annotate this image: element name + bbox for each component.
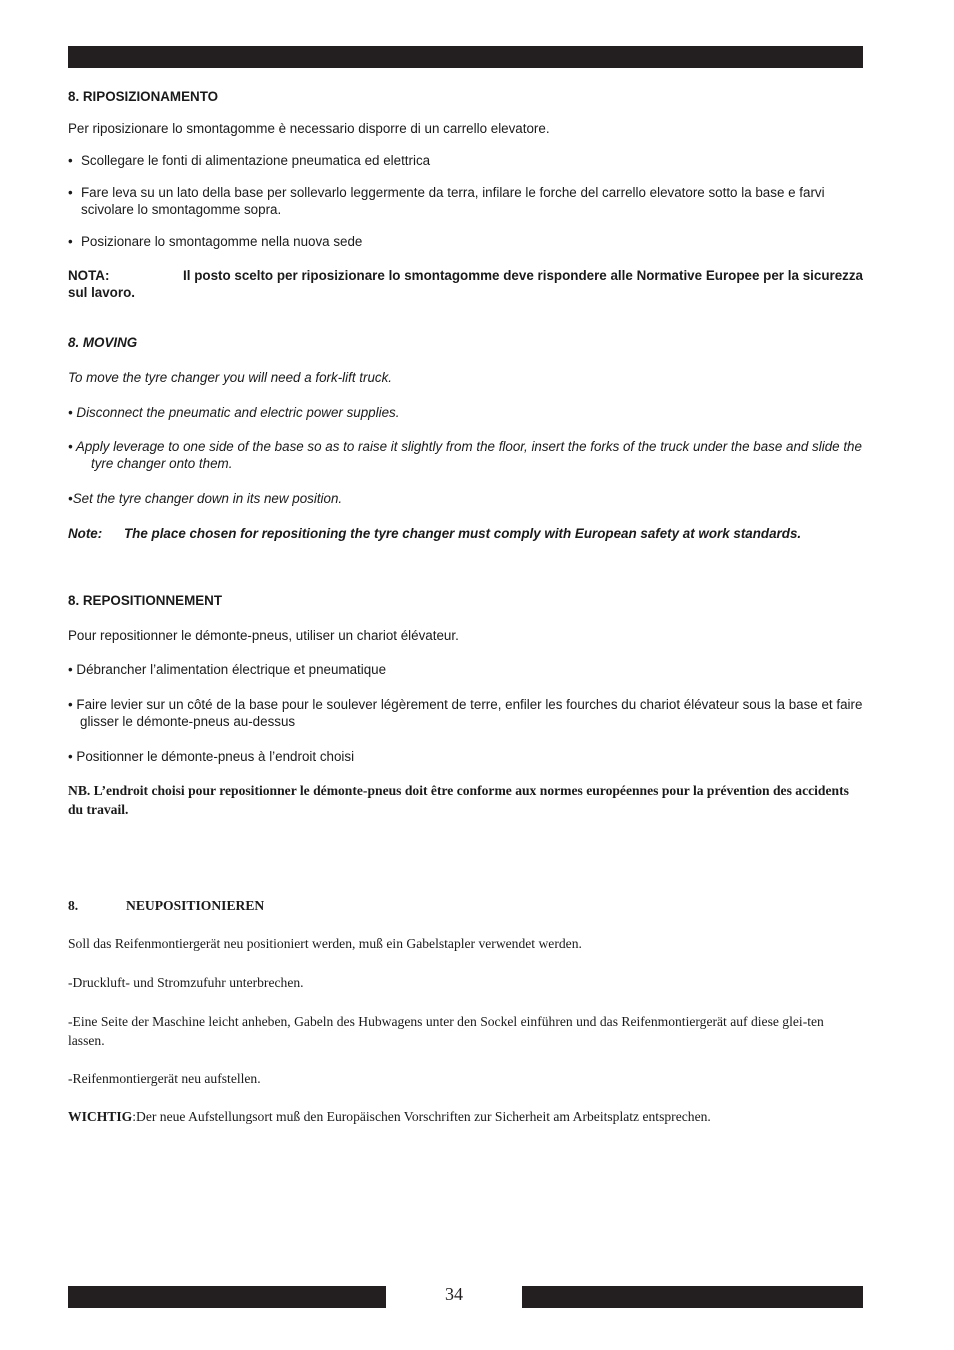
en-note-text: The place chosen for repositioning the tyre changer must comply with European safety at work standards.	[124, 526, 802, 541]
de-intro: Soll das Reifenmontiergerät neu positioniert werden, muß ein Gabelstapler verwendet werden.	[68, 936, 582, 951]
en-section-title: 8. MOVING	[68, 335, 138, 350]
bullet-icon: •	[68, 153, 73, 168]
en-note	[68, 525, 863, 542]
en-note-label: Note:	[68, 526, 103, 541]
header-bar	[68, 46, 863, 68]
fr-bullet-2: • Faire levier sur un côté de la base pour le soulever légèrement de terre, enfiler les fourches du chariot élévateur sous la base et faire glisser le démonte-pneus au-dessus	[68, 697, 863, 729]
fr-bullet-3: • Positionner le démonte-pneus à l’endroit choisi	[68, 749, 355, 764]
en-intro: To move the tyre changer you will need a fork-lift truck.	[68, 370, 393, 385]
de-item-3: -Reifenmontiergerät neu aufstellen.	[68, 1071, 261, 1086]
bullet-icon: •	[68, 185, 73, 200]
fr-section-title: 8. REPOSITIONNEMENT	[68, 593, 223, 608]
en-bullet-2: • Apply leverage to one side of the base so as to raise it slightly from the floor, insert the forks of the truck under the base and slide the tyre changer onto them.	[68, 439, 862, 471]
bullet-icon: •	[68, 234, 73, 249]
it-note	[68, 267, 863, 301]
de-note	[68, 1107, 863, 1126]
it-section-title: 8. RIPOSIZIONAMENTO	[68, 89, 219, 104]
de-note-label: WICHTIG	[68, 1109, 133, 1124]
en-bullet-3: •Set the tyre changer down in its new position.	[68, 491, 343, 506]
it-bullet-2-text: Fare leva su un lato della base per sollevarlo leggermente da terra, infilare le forche del carrello elevatore sotto la base e farvi scivolare lo smontagomme sopra.	[81, 185, 825, 217]
it-note-label: NOTA:	[68, 268, 110, 283]
de-title-number: 8.	[68, 898, 79, 913]
fr-intro: Pour repositionner le démonte-pneus, utiliser un chariot élévateur.	[68, 628, 459, 643]
de-title-text: NEUPOSITIONIEREN	[126, 898, 265, 913]
it-bullet-1-text: Scollegare le fonti di alimentazione pneumatica ed elettrica	[81, 153, 431, 168]
page-number: 34	[445, 1284, 463, 1304]
it-bullet-1	[68, 152, 863, 169]
de-section-title	[68, 896, 863, 915]
de-item-1: -Druckluft- und Stromzufuhr unterbrechen.	[68, 975, 304, 990]
it-intro: Per riposizionare lo smontagomme è necessario disporre di un carrello elevatore.	[68, 121, 550, 136]
fr-note: NB. L’endroit choisi pour repositionner le démonte-pneus doit être conforme aux normes européennes pour la prévention des accidents du travail.	[68, 783, 849, 817]
it-bullet-3	[68, 233, 863, 250]
footer-bar-left	[68, 1286, 386, 1308]
it-bullet-2	[68, 184, 863, 218]
it-bullet-3-text: Posizionare lo smontagomme nella nuova sede	[81, 234, 363, 249]
footer-bar-right	[522, 1286, 863, 1308]
en-bullet-1: • Disconnect the pneumatic and electric power supplies.	[68, 405, 400, 420]
it-note-text: Il posto scelto per riposizionare lo smontagomme deve rispondere alle Normative Europee per la sicurezza sul lavoro.	[68, 268, 863, 300]
de-item-2: -Eine Seite der Maschine leicht anheben, Gabeln des Hubwagens unter den Sockel einführen und das Reifenmontiergerät auf diese glei-ten lassen.	[68, 1014, 824, 1048]
fr-bullet-1: • Débrancher l’alimentation électrique et pneumatique	[68, 662, 387, 677]
de-note-text: :Der neue Aufstellungsort muß den Europäischen Vorschriften zur Sicherheit am Arbeitsplatz entsprechen.	[132, 1109, 711, 1124]
